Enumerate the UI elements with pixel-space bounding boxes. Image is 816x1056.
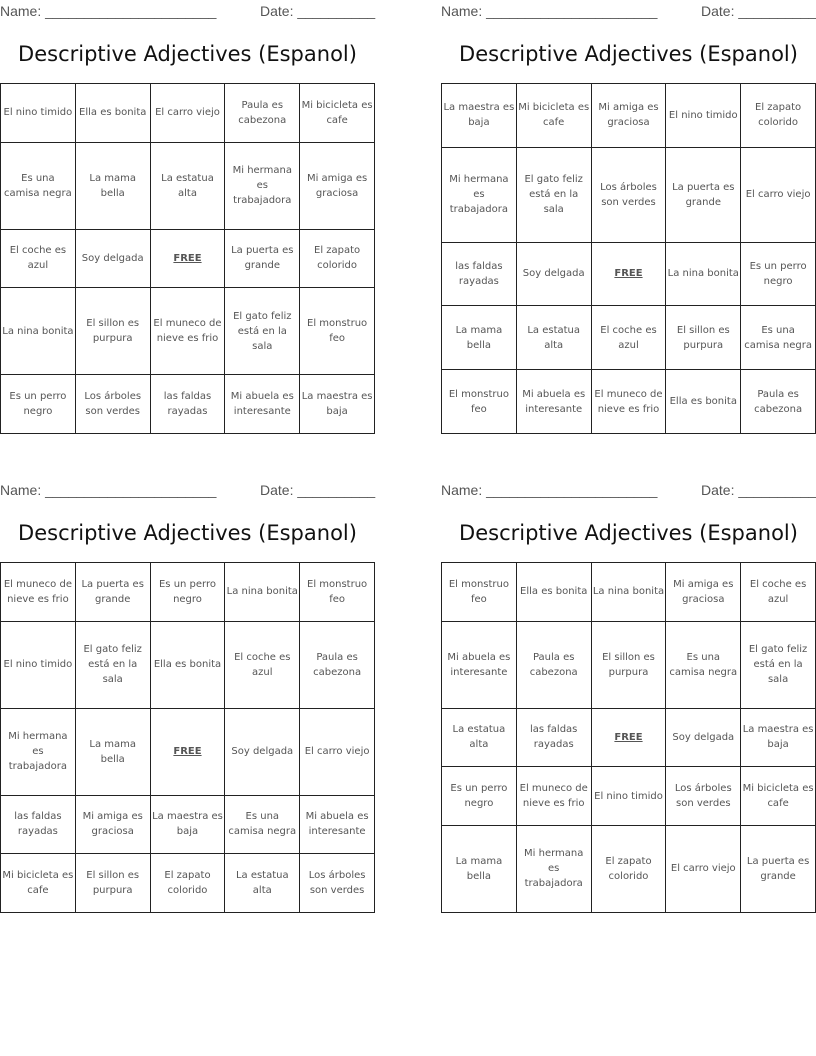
bingo-cell: El gato feliz está en la sala (741, 621, 816, 708)
bingo-cell: Es un perro negro (150, 563, 225, 622)
bingo-cell: Mi bicicleta es cafe (1, 854, 76, 913)
bingo-card-4 (441, 479, 816, 890)
date-field-label: Date: __________ (260, 3, 376, 19)
bingo-cell: La nina bonita (666, 242, 741, 306)
bingo-cell: El muneco de nieve es frio (1, 563, 76, 622)
bingo-cell: Mi abuela es interesante (225, 375, 300, 434)
bingo-cell: El gato feliz está en la sala (516, 147, 591, 242)
bingo-cell: Es una camisa negra (741, 306, 816, 370)
bingo-cell: La mama bella (442, 306, 517, 370)
name-date-row (441, 479, 816, 501)
bingo-cell: El sillon es purpura (666, 306, 741, 370)
bingo-grid (0, 83, 375, 434)
name-field-label: Name: ______________________ (0, 482, 217, 498)
bingo-cell: El coche es azul (225, 621, 300, 708)
bingo-cell: Mi abuela es interesante (300, 795, 375, 854)
bingo-cell: La puerta es grande (741, 825, 816, 912)
bingo-cell: El carro viejo (300, 708, 375, 795)
bingo-cell: La nina bonita (1, 288, 76, 375)
bingo-cell: La mama bella (75, 708, 150, 795)
bingo-cell: Soy delgada (516, 242, 591, 306)
bingo-cell: Mi hermana es trabajadora (225, 142, 300, 229)
card-title: Descriptive Adjectives (Espanol) (18, 521, 357, 545)
bingo-row (1, 229, 375, 288)
bingo-row (1, 142, 375, 229)
card-title: Descriptive Adjectives (Espanol) (459, 42, 798, 66)
bingo-cell: El coche es azul (591, 306, 666, 370)
bingo-cell: El nino timido (591, 767, 666, 826)
bingo-cell: Mi hermana es trabajadora (1, 708, 76, 795)
bingo-cell: Paula es cabezona (741, 370, 816, 434)
bingo-cell: Soy delgada (225, 708, 300, 795)
bingo-cell: Es un perro negro (741, 242, 816, 306)
bingo-cell: Soy delgada (666, 708, 741, 767)
bingo-cell: El coche es azul (1, 229, 76, 288)
bingo-cell: La puerta es grande (225, 229, 300, 288)
bingo-cell: La maestra es baja (150, 795, 225, 854)
bingo-cell: Los árboles son verdes (300, 854, 375, 913)
bingo-cell: El muneco de nieve es frio (516, 767, 591, 826)
bingo-cell: La estatua alta (442, 708, 517, 767)
bingo-card-1 (0, 0, 376, 418)
bingo-cell: El monstruo feo (300, 288, 375, 375)
bingo-row (442, 767, 816, 826)
bingo-cell: El coche es azul (741, 563, 816, 622)
bingo-cell: Ella es bonita (75, 84, 150, 143)
bingo-cell: Soy delgada (75, 229, 150, 288)
bingo-cell: Es un perro negro (442, 767, 517, 826)
bingo-cell: La estatua alta (516, 306, 591, 370)
name-field-label: Name: ______________________ (441, 3, 658, 19)
bingo-row (442, 370, 816, 434)
bingo-cell: Los árboles son verdes (666, 767, 741, 826)
bingo-cell: El muneco de nieve es frio (591, 370, 666, 434)
bingo-cell: El zapato colorido (741, 84, 816, 148)
free-space-cell: FREE (591, 242, 666, 306)
bingo-card-2 (441, 0, 816, 415)
bingo-row (442, 147, 816, 242)
bingo-cell: las faldas rayadas (1, 795, 76, 854)
bingo-row (1, 708, 375, 795)
bingo-row (442, 563, 816, 622)
bingo-cell: El monstruo feo (442, 370, 517, 434)
bingo-cell: La estatua alta (150, 142, 225, 229)
bingo-cell: El carro viejo (150, 84, 225, 143)
bingo-cell: Paula es cabezona (225, 84, 300, 143)
bingo-cell: Mi amiga es graciosa (591, 84, 666, 148)
date-field-label: Date: __________ (701, 3, 816, 19)
bingo-row (1, 288, 375, 375)
bingo-cell: Ella es bonita (516, 563, 591, 622)
bingo-row (1, 795, 375, 854)
bingo-cell: Mi abuela es interesante (442, 621, 517, 708)
bingo-grid (441, 83, 816, 434)
bingo-row (442, 84, 816, 148)
bingo-cell: Ella es bonita (150, 621, 225, 708)
bingo-cell: Mi hermana es trabajadora (442, 147, 517, 242)
bingo-cell: Mi amiga es graciosa (300, 142, 375, 229)
bingo-cell: Mi amiga es graciosa (75, 795, 150, 854)
bingo-cell: La nina bonita (225, 563, 300, 622)
bingo-cell: Es una camisa negra (225, 795, 300, 854)
name-date-row (0, 479, 375, 501)
date-field-label: Date: __________ (260, 482, 376, 498)
name-date-row (0, 0, 375, 22)
bingo-cell: Paula es cabezona (516, 621, 591, 708)
bingo-cell: Los árboles son verdes (591, 147, 666, 242)
bingo-cell: El sillon es purpura (591, 621, 666, 708)
bingo-cell: Paula es cabezona (300, 621, 375, 708)
bingo-row (442, 825, 816, 912)
bingo-cell: El nino timido (1, 621, 76, 708)
bingo-cell: El gato feliz está en la sala (75, 621, 150, 708)
bingo-cell: El zapato colorido (300, 229, 375, 288)
bingo-cell: Mi bicicleta es cafe (300, 84, 375, 143)
bingo-cell: La mama bella (75, 142, 150, 229)
bingo-cell: Mi bicicleta es cafe (516, 84, 591, 148)
bingo-cell: las faldas rayadas (150, 375, 225, 434)
card-title: Descriptive Adjectives (Espanol) (18, 42, 357, 66)
bingo-cell: El monstruo feo (442, 563, 517, 622)
bingo-cell: La mama bella (442, 825, 517, 912)
bingo-cell: La nina bonita (591, 563, 666, 622)
bingo-cell: La puerta es grande (666, 147, 741, 242)
bingo-cell: Los árboles son verdes (75, 375, 150, 434)
free-space-cell: FREE (591, 708, 666, 767)
bingo-cell: El carro viejo (666, 825, 741, 912)
bingo-cell: La maestra es baja (442, 84, 517, 148)
bingo-cell: Mi amiga es graciosa (666, 563, 741, 622)
bingo-row (442, 621, 816, 708)
bingo-cell: La puerta es grande (75, 563, 150, 622)
date-field-label: Date: __________ (701, 482, 816, 498)
name-date-row (441, 0, 816, 22)
free-space-cell: FREE (150, 708, 225, 795)
name-field-label: Name: ______________________ (441, 482, 658, 498)
bingo-cell: El nino timido (666, 84, 741, 148)
bingo-cell: La maestra es baja (300, 375, 375, 434)
free-space-cell: FREE (150, 229, 225, 288)
bingo-row (442, 708, 816, 767)
bingo-cell: Es una camisa negra (666, 621, 741, 708)
bingo-grid (0, 562, 375, 913)
bingo-cell: La maestra es baja (741, 708, 816, 767)
bingo-row (1, 84, 375, 143)
bingo-row (442, 306, 816, 370)
bingo-row (1, 621, 375, 708)
bingo-cell: las faldas rayadas (442, 242, 517, 306)
bingo-cell: El muneco de nieve es frio (150, 288, 225, 375)
bingo-cell: Ella es bonita (666, 370, 741, 434)
bingo-row (1, 563, 375, 622)
bingo-cell: El carro viejo (741, 147, 816, 242)
bingo-row (1, 375, 375, 434)
card-title: Descriptive Adjectives (Espanol) (459, 521, 798, 545)
bingo-cell: El zapato colorido (150, 854, 225, 913)
bingo-cell: El monstruo feo (300, 563, 375, 622)
name-field-label: Name: ______________________ (0, 3, 217, 19)
bingo-cell: Mi bicicleta es cafe (741, 767, 816, 826)
bingo-row (442, 242, 816, 306)
bingo-cell: El gato feliz está en la sala (225, 288, 300, 375)
bingo-row (1, 854, 375, 913)
bingo-cell: El nino timido (1, 84, 76, 143)
bingo-cell: las faldas rayadas (516, 708, 591, 767)
bingo-cell: El sillon es purpura (75, 854, 150, 913)
bingo-cell: El sillon es purpura (75, 288, 150, 375)
bingo-cell: El zapato colorido (591, 825, 666, 912)
bingo-cell: Es un perro negro (1, 375, 76, 434)
bingo-cell: Mi abuela es interesante (516, 370, 591, 434)
bingo-card-3 (0, 479, 376, 897)
bingo-cell: Es una camisa negra (1, 142, 76, 229)
bingo-cell: Mi hermana es trabajadora (516, 825, 591, 912)
bingo-grid (441, 562, 816, 913)
bingo-cell: La estatua alta (225, 854, 300, 913)
